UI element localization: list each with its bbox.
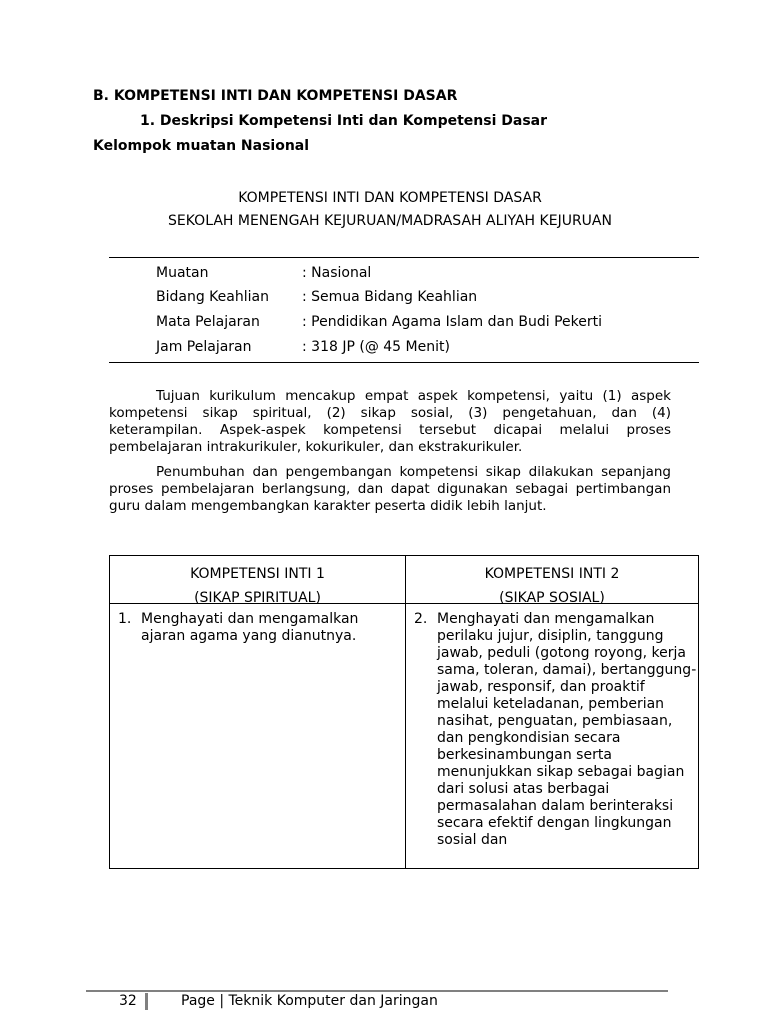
list-item-text: Menghayati dan mengamalkan perilaku jujur, disiplin, tanggung jawab, peduli (gotong royong, kerja sama, toleran, damai), bertanggung-jawab, responsif, dan proaktif melalui keteladanan, pemberian nasihat, penguatan, pembiasaan, dan pengkondisian secara berkesinambungan serta menunjukkan sikap sebagai bagian dari solusi atas berbagai permasalahan dalam berinteraksi secara efektif dengan lingkungan sosial dan xyxy=(437,611,697,848)
info-value: : Semua Bidang Keahlian xyxy=(302,289,478,305)
table-header-title: KOMPETENSI INTI 1 xyxy=(190,566,325,582)
info-label: Mata Pelajaran xyxy=(156,314,260,330)
section-heading-b: B. KOMPETENSI INTI DAN KOMPETENSI DASAR xyxy=(93,88,458,104)
info-value: : 318 JP (@ 45 Menit) xyxy=(302,339,450,355)
info-value: : Pendidikan Agama Islam dan Budi Pekerti xyxy=(302,314,603,330)
info-label: Muatan xyxy=(156,265,209,281)
info-value: : Nasional xyxy=(302,265,372,281)
footer-text: Page | Teknik Komputer dan Jaringan xyxy=(181,993,438,1009)
list-item-number: 1. xyxy=(118,611,132,627)
table-header-subtitle: (SIKAP SOSIAL) xyxy=(499,590,605,606)
page-number: 32 xyxy=(119,993,137,1009)
kompetensi-inti-table xyxy=(109,555,699,869)
table-header-title: KOMPETENSI INTI 2 xyxy=(484,566,620,582)
table-header-ki1 xyxy=(110,562,405,610)
body-paragraph: Penumbuhan dan pengembangan kompetensi sikap dilakukan sepanjang proses pembelajaran berlangsung, dan dapat digunakan sebagai pertimbangan guru dalam mengembangkan karakter peserta didik lebih lanjut. xyxy=(109,464,671,514)
group-heading: Kelompok muatan Nasional xyxy=(93,138,310,154)
document-title-line2: SEKOLAH MENENGAH KEJURUAN/MADRASAH ALIYAH KEJURUAN xyxy=(168,213,612,229)
footer-separator-bar xyxy=(145,993,148,1010)
info-label: Bidang Keahlian xyxy=(156,289,269,305)
table-header-ki2 xyxy=(406,562,698,610)
body-paragraph: Tujuan kurikulum mencakup empat aspek kompetensi, yaitu (1) aspek kompetensi sikap spiritual, (2) sikap sosial, (3) pengetahuan, dan (4) keterampilan. Aspek-aspek kompetensi tersebut dicapai melalui proses pembelajaran intrakurikuler, kokurikuler, dan ekstrakurikuler. xyxy=(109,388,671,455)
list-item-number: 2. xyxy=(414,611,428,627)
subsection-heading-1: 1. Deskripsi Kompetensi Inti dan Kompetensi Dasar xyxy=(140,113,547,129)
info-label: Jam Pelajaran xyxy=(156,339,252,355)
table-cell-ki2 xyxy=(414,611,700,865)
list-item-text: Menghayati dan mengamalkan ajaran agama yang dianutnya. xyxy=(141,611,359,644)
table-header-subtitle: (SIKAP SPIRITUAL) xyxy=(194,590,321,606)
info-top-rule xyxy=(109,257,699,258)
document-title-line1: KOMPETENSI INTI DAN KOMPETENSI DASAR xyxy=(238,190,542,206)
info-bottom-rule xyxy=(109,362,699,363)
